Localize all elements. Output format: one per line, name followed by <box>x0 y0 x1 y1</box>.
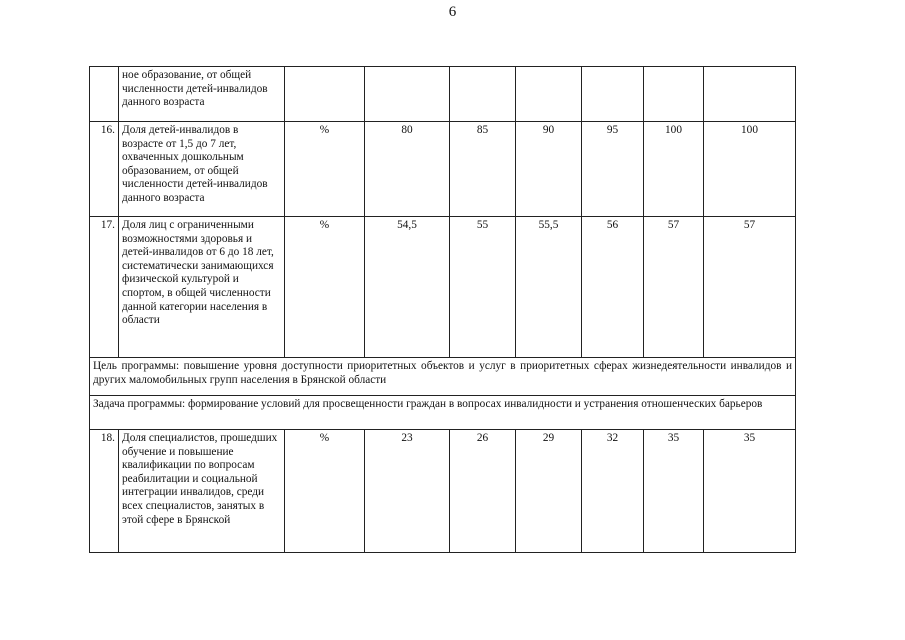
value-cell: 95 <box>582 122 644 217</box>
value-cell: 90 <box>516 122 582 217</box>
table-row <box>90 122 796 217</box>
row-number: 18. <box>90 430 119 553</box>
page-number: 6 <box>448 4 457 20</box>
unit-cell <box>285 67 365 122</box>
value-cell <box>365 67 450 122</box>
value-cell <box>644 67 704 122</box>
program-task: Задача программы: формирование условий для просвещенности граждан в вопросах инвалидности и устранения отношенческих барьеров <box>90 396 796 430</box>
value-cell: 26 <box>450 430 516 553</box>
row-number <box>90 67 119 122</box>
program-goal: Цель программы: повышение уровня доступности приоритетных объектов и услуг в приоритетных сферах жизнедеятельности инвалидов и других маломобильных групп населения в Брянской области <box>90 358 796 396</box>
table-row <box>90 67 796 122</box>
value-cell: 35 <box>644 430 704 553</box>
value-cell: 85 <box>450 122 516 217</box>
value-cell: 54,5 <box>365 217 450 358</box>
value-cell: 23 <box>365 430 450 553</box>
value-cell: 56 <box>582 217 644 358</box>
value-cell: 29 <box>516 430 582 553</box>
value-cell: 55,5 <box>516 217 582 358</box>
indicator-name: Доля лиц с ограниченными возможностями здоровья и детей-инвалидов от 6 до 18 лет, систематически занимающихся физической культурой и спортом, в общей численности данной категории населения в области <box>119 217 285 358</box>
value-cell: 57 <box>704 217 796 358</box>
value-cell: 100 <box>704 122 796 217</box>
value-cell: 80 <box>365 122 450 217</box>
table-row <box>90 217 796 358</box>
indicator-name: Доля специалистов, прошедших обучение и повышение квалификации по вопросам реабилитации и социальной интеграции инвалидов, среди всех специалистов, занятых в этой сфере в Брянской <box>119 430 285 553</box>
unit-cell: % <box>285 122 365 217</box>
table-row <box>90 430 796 553</box>
value-cell: 55 <box>450 217 516 358</box>
table-row <box>90 358 796 396</box>
row-number: 17. <box>90 217 119 358</box>
value-cell: 35 <box>704 430 796 553</box>
table-row <box>90 396 796 430</box>
indicator-name: Доля детей-инвалидов в возрасте от 1,5 до 7 лет, охваченных дошкольным образованием, от общей численности детей-инвалидов данного возраста <box>119 122 285 217</box>
unit-cell: % <box>285 430 365 553</box>
value-cell <box>450 67 516 122</box>
value-cell: 57 <box>644 217 704 358</box>
value-cell <box>704 67 796 122</box>
value-cell: 32 <box>582 430 644 553</box>
value-cell <box>582 67 644 122</box>
indicator-name: ное образование, от общей численности детей-инвалидов данного возраста <box>119 67 285 122</box>
unit-cell: % <box>285 217 365 358</box>
row-number: 16. <box>90 122 119 217</box>
value-cell: 100 <box>644 122 704 217</box>
value-cell <box>516 67 582 122</box>
indicators-table <box>89 66 796 553</box>
